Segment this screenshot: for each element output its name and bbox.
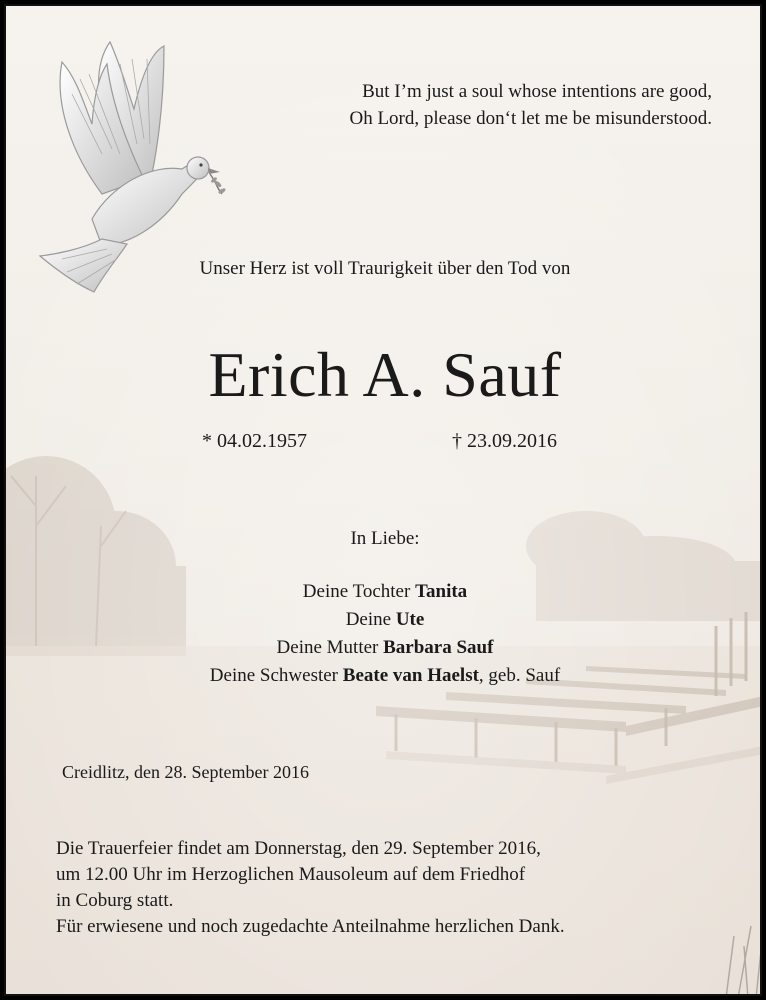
funeral-line: um 12.00 Uhr im Herzoglichen Mausoleum auf dem Friedhof [56,864,526,885]
funeral-line: Die Trauerfeier findet am Donnerstag, den 29. September 2016, [56,838,541,859]
mourner-name: Tanita [415,581,468,602]
obituary-card [4,4,762,996]
mourner-line: Deine Ute [345,609,425,630]
deceased-name: Erich A. Sauf [208,339,562,410]
mourners-list [6,578,762,690]
birth-date: * 04.02.1957 [202,430,307,452]
mourner-line: Deine Mutter Barbara Sauf [276,637,494,658]
place-date: Creidlitz, den 28. September 2016 [62,762,309,782]
mourner-name: Beate van Haelst [342,665,479,686]
funeral-line: in Coburg statt. [56,890,174,911]
quote-line: But I’m just a soul whose intentions are good, [362,81,712,102]
mourner-line: Deine Schwester Beate van Haelst, geb. Sauf [209,665,561,686]
death-date: † 23.09.2016 [452,430,557,452]
intro-text: Unser Herz ist voll Traurigkeit über den Tod von [199,258,571,279]
quote [349,78,712,132]
funeral-info [56,836,565,940]
mourner-name: Barbara Sauf [383,637,494,658]
dove-icon [32,34,232,296]
mourner-name: Ute [395,609,425,630]
in-love-heading: In Liebe: [350,528,420,549]
quote-line: Oh Lord, please don‘t let me be misunderstood. [349,108,712,129]
mourner-line: Deine Tochter Tanita [302,581,468,602]
funeral-line: Für erwiesene und noch zugedachte Anteilnahme herzlichen Dank. [56,916,565,937]
